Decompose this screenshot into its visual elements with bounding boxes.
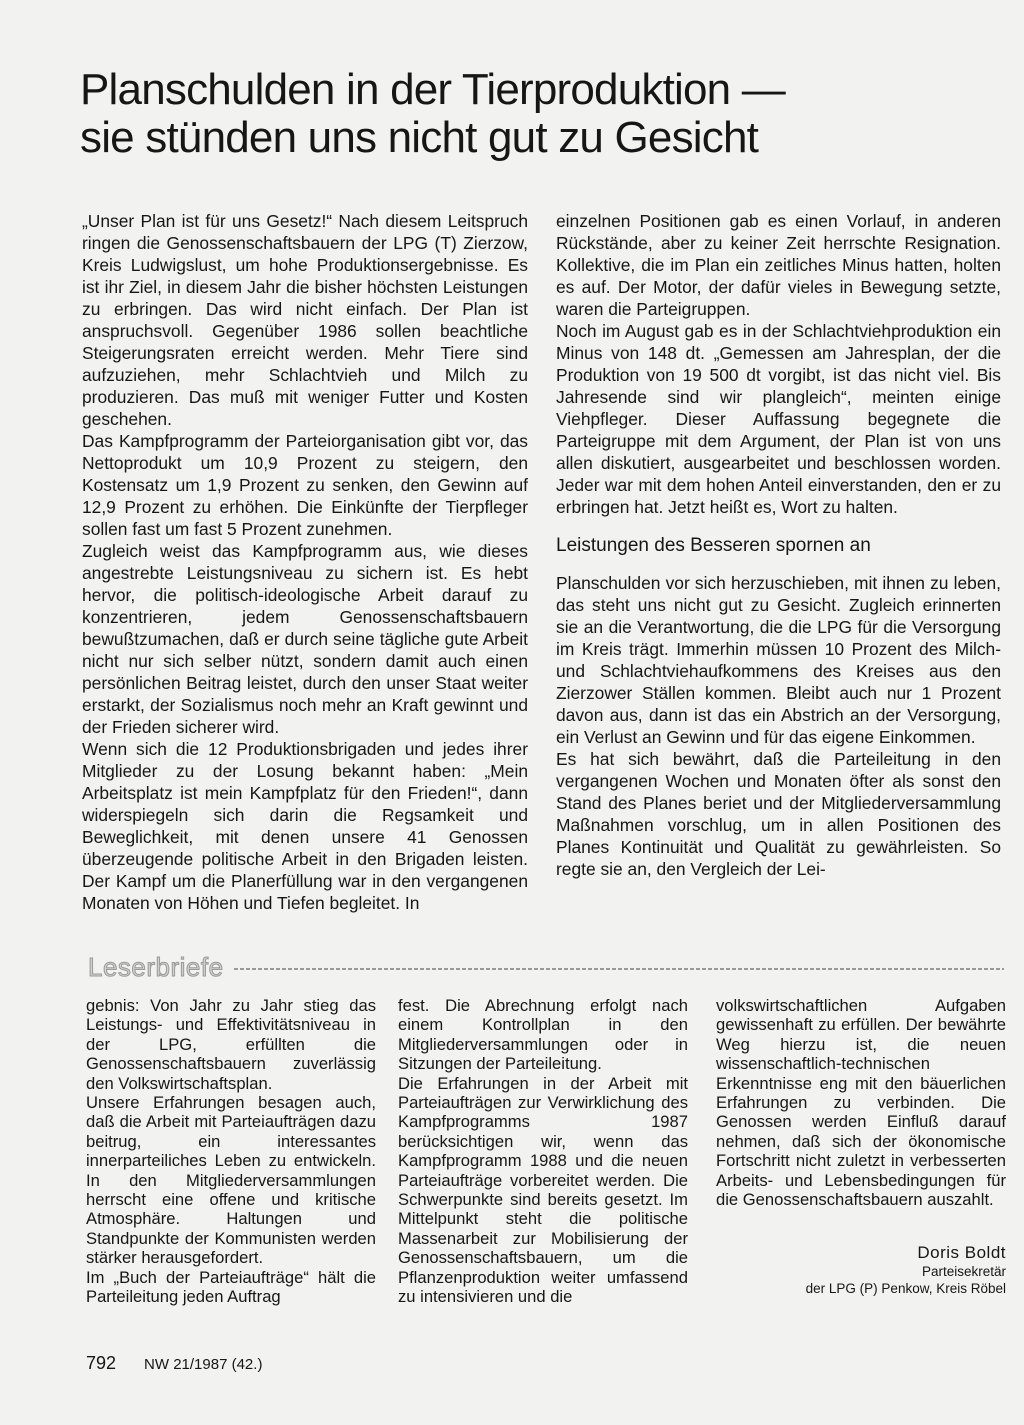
author-role: Parteisekretär xyxy=(921,1263,1006,1279)
article-paragraph: Es hat sich bewährt, daß die Parteileitung in den vergangenen Wochen und Monaten öfter als sonst den Stand des Planes beriet und der Mitgliederversammlung Maßnahmen vorschlug, um in allen Positionen des Planes Kontinuität und Qualität zu gewährleisten. So regte sie an, den Vergleich der Lei- xyxy=(556,749,1001,879)
article-paragraph: Noch im August gab es in der Schlachtviehproduktion ein Minus von 148 dt. „Gemessen am Jahresplan, der die Produktion von 19 500 dt vorgibt, ist das nicht viel. Bis Jahresende sind wir plangleich“, meinten einige Viehpfleger. Dieser Auffassung begegnete die Parteigruppe mit dem Argument, der Plan ist von uns allen diskutiert, ausgearbeitet und beschlossen worden. Jeder war mit dem hohen Anteil einverstanden, den er zu erbringen hat. Jetzt heißt es, Wort zu halten. xyxy=(556,321,1001,517)
letter-signature xyxy=(716,1243,1006,1296)
author-organization: der LPG (P) Penkow, Kreis Röbel xyxy=(805,1280,1006,1296)
letter-paragraph: fest. Die Abrechnung erfolgt nach einem Kontrollplan in den Mitgliederversammlungen oder in Sitzungen der Parteileitung. xyxy=(398,996,688,1074)
article-column-right xyxy=(556,210,1001,880)
article-headline xyxy=(80,66,960,162)
letter-paragraph: gebnis: Von Jahr zu Jahr stieg das Leistungs- und Effektivitätsniveau in der LPG, erfüllten die Genossenschaftsbauern zuverlässig den Volkswirtschaftsplan. xyxy=(86,996,376,1093)
page-footer xyxy=(86,1353,262,1374)
issue-reference: NW 21/1987 (42.) xyxy=(144,1356,263,1373)
article-paragraph: einzelnen Positionen gab es einen Vorlauf, in anderen Rückstände, aber zu keiner Zeit herrschte Resignation. Kollektive, die im Plan ein zeitliches Minus hatten, holten es auf. Der Motor, der dafür vieles in Bewegung setzte, waren die Parteigruppen. xyxy=(556,211,1001,319)
section-rubric xyxy=(88,952,1004,982)
headline-line-1: Planschulden in der Tierproduktion — xyxy=(80,65,785,114)
letter-column-2 xyxy=(398,996,688,1307)
page-number: 792 xyxy=(86,1353,117,1373)
letter-paragraph: Unsere Erfahrungen besagen auch, daß die Arbeit mit Parteiaufträgen dazu beitrug, ein interessantes innerparteiliches Leben zu entwickeln. In den Mitgliederversammlungen herrscht eine offene und kritische Atmosphäre. Haltungen und Standpunkte der Kommunisten werden stärker herausgefordert. xyxy=(86,1093,376,1268)
article-column-left xyxy=(82,210,528,914)
letter-paragraph: Die Erfahrungen in der Arbeit mit Parteiaufträgen zur Verwirklichung des Kampfprogramms 1987 berücksichtigen wir, wenn das Kampfprogramm 1988 und die neuen Parteiaufträge vorbereitet werden. Die Schwerpunkte sind bereits gesetzt. Im Mittelpunkt steht die politische Massenarbeit zur Mobilisierung der Genossenschaftsbauern, um die Pflanzenproduktion weiter umfassend zu intensivieren und die xyxy=(398,1073,688,1307)
rubric-label: Leserbriefe xyxy=(88,951,224,982)
article-paragraph: Das Kampfprogramm der Parteiorganisation gibt vor, das Nettoprodukt um 10,9 Prozent zu steigern, den Kostensatz um 1,9 Prozent zu senken, den Gewinn auf 12,9 Prozent zu erhöhen. Die Einkünfte der Tierpfleger sollen fast um fast 5 Prozent zunehmen. xyxy=(82,431,528,539)
author-name: Doris Boldt xyxy=(917,1243,1006,1263)
letter-paragraph: volkswirtschaftlichen Aufgaben gewissenhaft zu erfüllen. Der bewährte Weg hierzu ist, die neuen wissenschaftlich-technischen Erkenntnisse eng mit den bäuerlichen Erfahrungen zu verbinden. Die Genossen werden Einfluß darauf nehmen, daß sich der ökonomische Fortschritt nicht zuletzt in verbesserten Arbeits- und Lebensbedingungen für die Genossenschaftsbauern auszahlt. xyxy=(716,996,1006,1210)
letter-column-3 xyxy=(716,996,1006,1297)
article-subheading: Leistungen des Besseren spornen an xyxy=(556,535,871,556)
headline-line-2: sie stünden uns nicht gut zu Gesicht xyxy=(80,113,759,162)
letter-paragraph: Im „Buch der Parteiaufträge“ hält die Parteileitung jeden Auftrag xyxy=(86,1267,376,1307)
letter-column-1 xyxy=(86,996,376,1307)
article-paragraph: „Unser Plan ist für uns Gesetz!“ Nach diesem Leitspruch ringen die Genossenschaftsbauern der LPG (T) Zierzow, Kreis Ludwigslust, um hohe Produktionsergebnisse. Es ist ihr Ziel, in diesem Jahr die bisher höchsten Leistungen zu erbringen. Das wird nicht einfach. Der Plan ist anspruchsvoll. Gegenüber 1986 sollen beachtliche Steigerungsraten erreicht werden. Mehr Tiere sind aufzuziehen, mehr Schlachtvieh und Milch zu produzieren. Das muß mit weniger Futter und Kosten geschehen. xyxy=(82,211,528,429)
article-paragraph: Planschulden vor sich herzuschieben, mit ihnen zu leben, das steht uns nicht gut zu Gesicht. Zugleich erinnerten sie an die Verantwortung, die die LPG für die Versorgung im Kreis trägt. Immerhin müssen 10 Prozent des Milch- und Schlachtviehaufkommens des Kreises aus den Zierzower Ställen kommen. Bleibt auch nur 1 Prozent davon aus, dann ist das ein Abstrich an der Versorgung, ein Verlust an Gewinn und für das eigene Einkommen. xyxy=(556,573,1001,747)
article-paragraph: Zugleich weist das Kampfprogramm aus, wie dieses angestrebte Leistungsniveau zu sichern ist. Es hebt hervor, die politisch-ideologische Arbeit darauf zu konzentrieren, jedem Genossenschaftsbauern bewußtzumachen, daß er durch seine tägliche gute Arbeit nicht nur sich selber nützt, sondern damit auch einen persönlichen Beitrag leistet, durch den unser Staat weiter erstarkt, der Sozialismus noch mehr an Kraft gewinnt und der Frieden sicherer wird. xyxy=(82,541,528,737)
rubric-dotted-rule xyxy=(234,968,1004,970)
article-paragraph: Wenn sich die 12 Produktionsbrigaden und jedes ihrer Mitglieder zu der Losung bekannt haben: „Mein Arbeitsplatz ist mein Kampfplatz für den Frieden!“, dann widerspiegeln sich darin die Regsamkeit und Beweglichkeit, mit denen unsere 41 Genossen überzeugende politische Arbeit in den Brigaden leisten. Der Kampf um die Planerfüllung war in den vergangenen Monaten von Höhen und Tiefen begleitet. In xyxy=(82,739,528,913)
